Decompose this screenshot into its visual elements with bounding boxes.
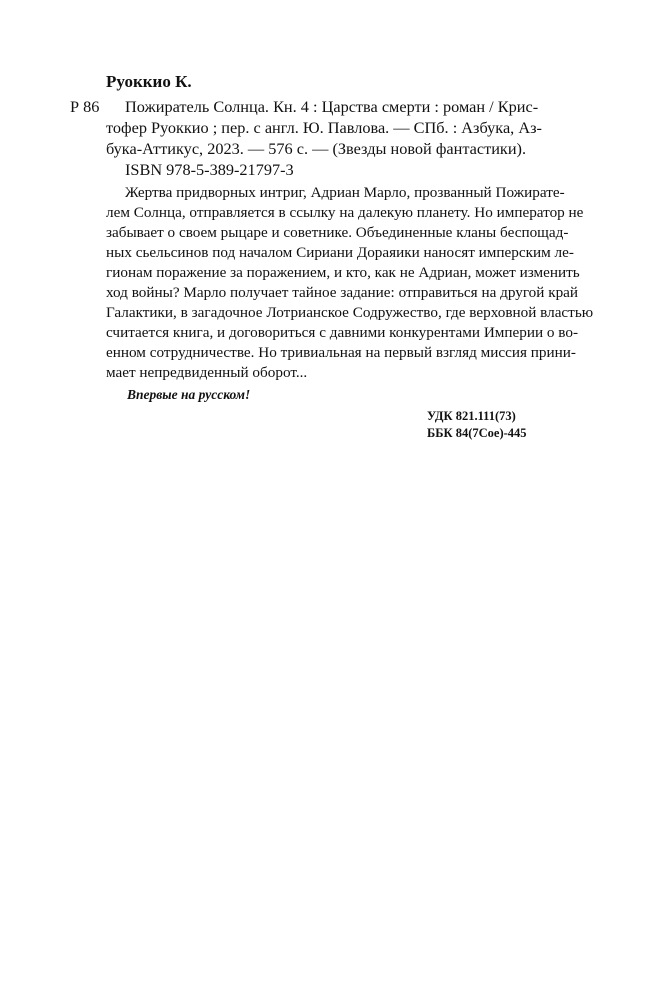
bibliographic-line: бука-Аттикус, 2023. — 576 с. — (Звезды новой фантастики).	[106, 139, 527, 158]
description-line: енном сотрудничестве. Но тривиальная на первый взгляд миссия прини-	[106, 344, 576, 361]
author-heading: Руоккио К.	[106, 72, 192, 91]
description-line: ных сьельсинов под началом Сириани Дораяики наносят имперским ле-	[106, 244, 574, 261]
bibliographic-line: Пожиратель Солнца. Кн. 4 : Царства смерти : роман / Крис-	[125, 97, 539, 116]
catalog-code: Р 86	[70, 97, 100, 116]
description-line: гионам поражение за поражением, и кто, как не Адриан, может изменить	[106, 264, 580, 281]
description-line: Галактики, в загадочное Лотрианское Содружество, где верховной властью	[106, 304, 594, 321]
description-line: считается книга, и договориться с давними конкурентами Империи о во-	[106, 324, 579, 341]
description-line: Жертва придворных интриг, Адриан Марло, прозванный Пожирате-	[125, 184, 565, 201]
description-line: мает непредвиденный оборот...	[106, 364, 308, 381]
description-line: лем Солнца, отправляется в ссылку на далекую планету. Но император не	[106, 204, 584, 221]
description-line: забывает о своем рыцаре и советнике. Объединенные кланы беспощад-	[106, 224, 569, 241]
bbk-index: ББК 84(7Сое)-445	[427, 426, 527, 440]
first-in-russian-note: Впервые на русском!	[127, 387, 251, 402]
udc-index: УДК 821.111(73)	[427, 409, 516, 423]
description-line: ход войны? Марло получает тайное задание: отправиться на другой край	[106, 284, 579, 301]
bibliographic-line: тофер Руоккио ; пер. с англ. Ю. Павлова. — СПб. : Азбука, Аз-	[106, 118, 542, 137]
isbn: ISBN 978-5-389-21797-3	[125, 160, 294, 179]
